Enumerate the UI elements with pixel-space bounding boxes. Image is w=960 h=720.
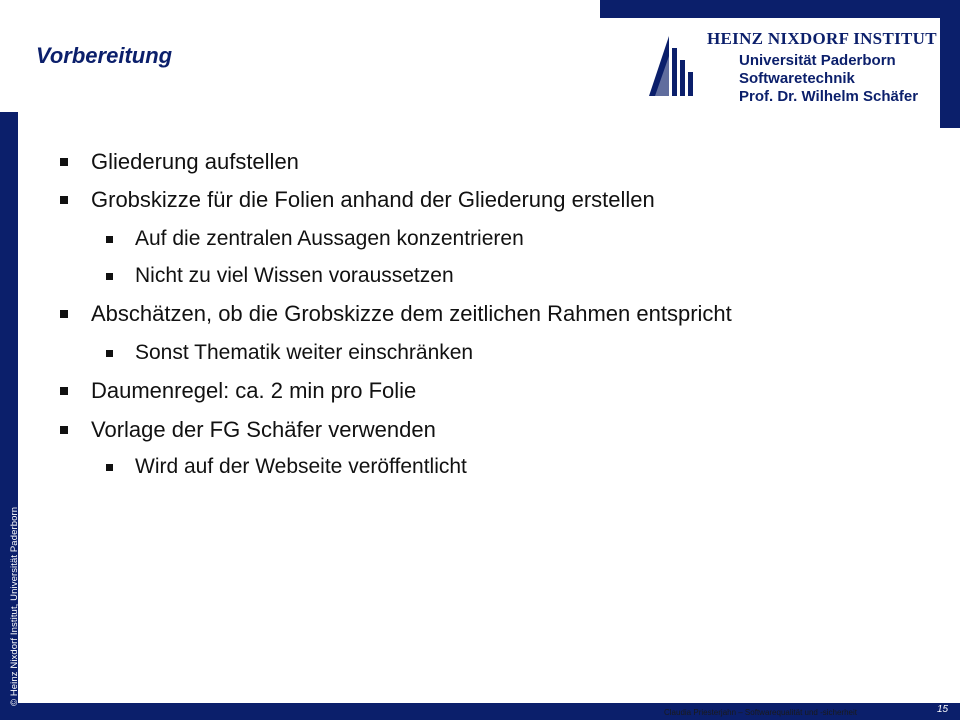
logo-university: Universität Paderborn [739, 52, 896, 69]
right-brand-bar [940, 18, 960, 128]
bullet-text: Vorlage der FG Schäfer verwenden [91, 417, 436, 442]
sub-bullet-item [106, 227, 524, 251]
sub-bullet-item [106, 455, 467, 479]
sub-bullet-item [106, 341, 473, 365]
bullet-text: Auf die zentralen Aussagen konzentrieren [135, 227, 524, 250]
bullet-square-icon [60, 426, 68, 434]
sub-bullet-item [106, 264, 454, 288]
bullet-square-icon [60, 196, 68, 204]
bullet-item [60, 378, 416, 404]
bullet-text: Wird auf der Webseite veröffentlicht [135, 455, 467, 478]
logo-department: Softwaretechnik [739, 70, 855, 87]
slide-title: Vorbereitung [36, 43, 173, 68]
sidebar-copyright: © Heinz Nixdorf Institut, Universität Paderborn [9, 506, 20, 706]
page-number: 15 [937, 704, 949, 715]
bullet-square-icon [106, 350, 113, 357]
institute-logo [643, 18, 940, 110]
top-brand-bar [600, 0, 960, 18]
bullet-text: Nicht zu viel Wissen voraussetzen [135, 264, 454, 287]
bullet-square-icon [60, 387, 68, 395]
bullet-square-icon [106, 464, 113, 471]
footer-text: Claudia Priesterjahn – Softwarequalität und -sicherheit [664, 708, 857, 717]
bullet-square-icon [60, 310, 68, 318]
logo-institute-name: HEINZ NIXDORF INSTITUT [707, 29, 937, 48]
bullet-item [60, 149, 299, 175]
bullet-square-icon [106, 273, 113, 280]
bullet-item [60, 417, 436, 443]
bullet-square-icon [60, 158, 68, 166]
bullet-item [60, 301, 732, 327]
bullet-text: Daumenregel: ca. 2 min pro Folie [91, 378, 417, 403]
bullet-text: Sonst Thematik weiter einschränken [135, 341, 474, 364]
bullet-text: Grobskizze für die Folien anhand der Gliederung erstellen [91, 187, 655, 212]
footer-rule [660, 703, 928, 704]
bullet-text: Abschätzen, ob die Grobskizze dem zeitlichen Rahmen entspricht [91, 301, 732, 326]
bullet-text: Gliederung aufstellen [91, 149, 299, 174]
hni-logo-icon [647, 34, 697, 100]
bullet-item [60, 187, 655, 213]
logo-professor: Prof. Dr. Wilhelm Schäfer [739, 88, 919, 105]
bullet-square-icon [106, 236, 113, 243]
